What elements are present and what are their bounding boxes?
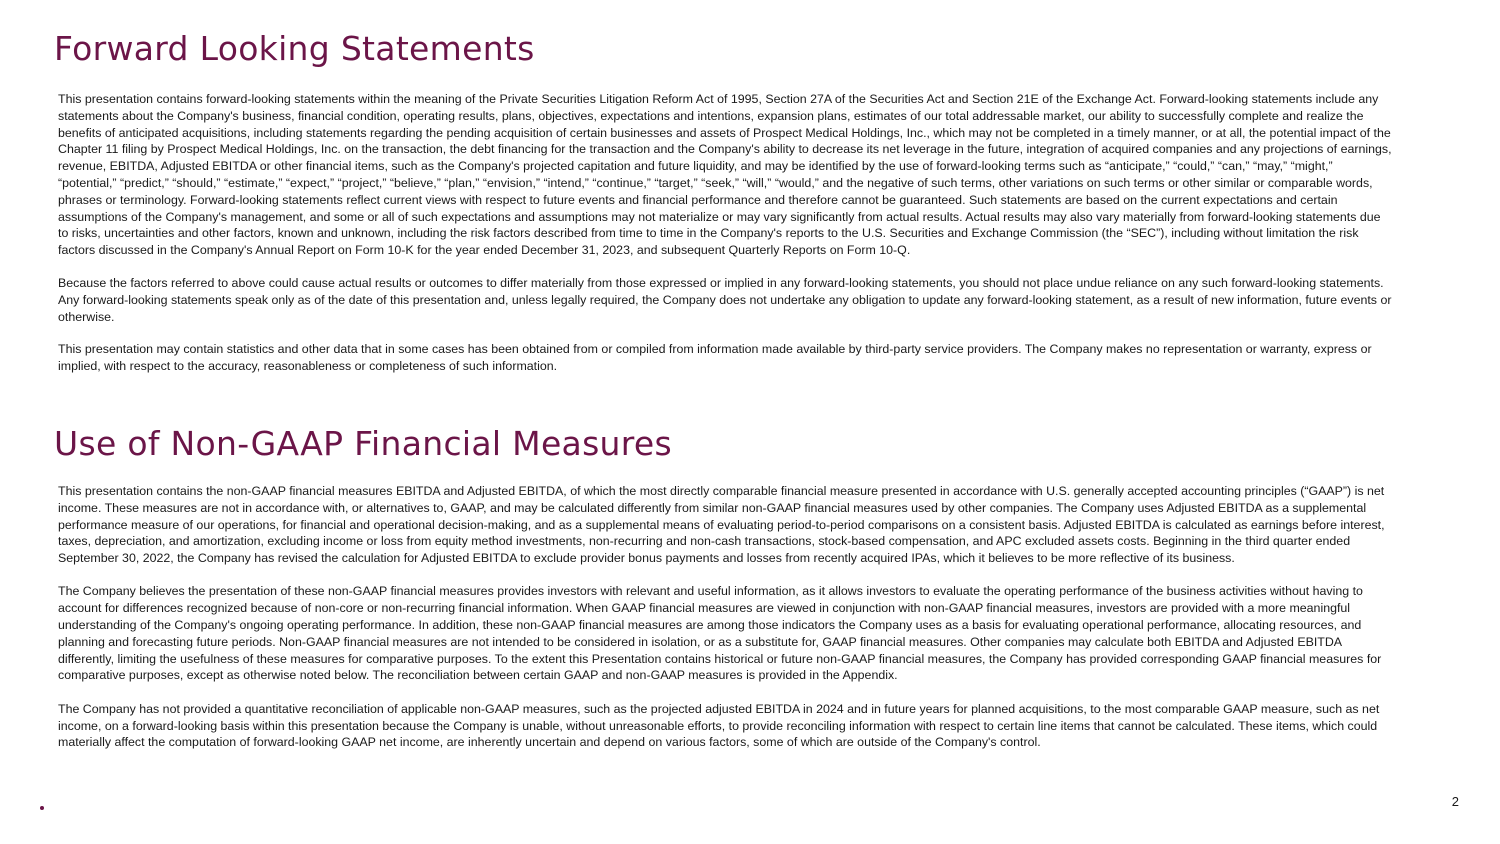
non-gaap-paragraph-1: This presentation contains the non-GAAP financial measures EBITDA and Adjusted EBITDA, of which the most directly comparable financial measure presented in accordance with U.S. generally accepted accounting principles (“GAAP”) is net income. These measures are not in accordance with, or alternatives to, GAAP, and may be calculated differently from similar non-GAAP financial measures used by other companies. The Company uses Adjusted EBITDA as a supplemental performance measure of our operations, for financial and operational decision-making, and as a supplemental means of evaluating period-to-period comparisons on a consistent basis. Adjusted EBITDA is calculated as earnings before interest, taxes, depreciation, and amortization, excluding income or loss from equity method investments, non-recurring and non-cash transactions, stock-based compensation, and APC excluded assets costs. Beginning in the third quarter ended September 30, 2022, the Company has revised the calculation for Adjusted EBITDA to exclude provider bonus payments and losses from recently acquired IPAs, which it believes to be more reflective of its business. (58, 484, 1385, 566)
non-gaap-paragraph-2: The Company believes the presentation of these non-GAAP financial measures provides investors with relevant and useful information, as it allows investors to evaluate the operating performance of the business activities without having to account for differences recognized because of non-core or non-recurring financial information. When GAAP financial measures are viewed in conjunction with non-GAAP financial measures, investors are provided with a more meaningful understanding of the Company's ongoing operating performance. In addition, these non-GAAP financial measures are among those indicators the Company uses as a basis for evaluating operational performance, allocating resources, and planning and forecasting future periods. Non-GAAP financial measures are not intended to be considered in isolation, or as a substitute for, GAAP financial measures. Other companies may calculate both EBITDA and Adjusted EBITDA differently, limiting the usefulness of these measures for comparative purposes. To the extent this Presentation contains historical or future non-GAAP financial measures, the Company has provided corresponding GAAP financial measures for comparative purposes, except as otherwise noted below. The reconciliation between certain GAAP and non-GAAP measures is provided in the Appendix. (58, 584, 1382, 683)
forward-looking-paragraph-3: This presentation may contain statistics and other data that in some cases has been obtained from or compiled from information made available by third-party service providers. The Company makes no representation or warranty, express or implied, with respect to the accuracy, reasonableness or completeness of such information. (58, 342, 1372, 374)
non-gaap-measures-title: Use of Non-GAAP Financial Measures (54, 424, 673, 463)
forward-looking-statements-title: Forward Looking Statements (54, 29, 535, 68)
page-number: 2 (1451, 794, 1459, 809)
forward-looking-statements-body (58, 91, 1394, 375)
forward-looking-paragraph-2: Because the factors referred to above could cause actual results or outcomes to differ materially from those expressed or implied in any forward-looking statements, you should not place undue reliance on any such forward-looking statements. Any forward-looking statements speak only as of the date of this presentation and, unless legally required, the Company does not undertake any obligation to update any forward-looking statement, as a result of new information, future events or otherwise. (58, 275, 1392, 324)
non-gaap-measures-body (58, 483, 1394, 751)
non-gaap-paragraph-3: The Company has not provided a quantitative reconciliation of applicable non-GAAP measures, such as the projected adjusted EBITDA in 2024 and in future years for planned acquisitions, to the most comparable GAAP measure, such as net income, on a forward-looking basis within this presentation because the Company is unable, without unreasonable efforts, to provide reconciling information with respect to certain line items that cannot be calculated. These items, which could materially affect the computation of forward-looking GAAP net income, are inherently uncertain and depend on various factors, some of which are outside of the Company's control. (58, 701, 1380, 750)
footer-dot-icon (40, 806, 44, 810)
forward-looking-paragraph-1: This presentation contains forward-looking statements within the meaning of the Private Securities Litigation Reform Act of 1995, Section 27A of the Securities Act and Section 21E of the Exchange Act. Forward-looking statements include any statements about the Company's business, financial condition, operating results, plans, objectives, expectations and intentions, expansion plans, estimates of our total addressable market, our ability to successfully complete and realize the benefits of anticipated acquisitions, including statements regarding the pending acquisition of certain businesses and assets of Prospect Medical Holdings, Inc., which may not be completed in a timely manner, or at all, the potential impact of the Chapter 11 filing by Prospect Medical Holdings, Inc. on the transaction, the debt financing for the transaction and the Company's ability to decrease its net leverage in the future, integration of acquired companies and any projections of earnings, revenue, EBITDA, Adjusted EBITDA or other financial items, such as the Company's projected capitation and future liquidity, and may be identified by the use of forward-looking terms such as “anticipate,” “could,” “can,” “may,” “might,” “potential,” “predict,” “should,” “estimate,” “expect,” “project,” “believe,” “plan,” “envision,” “intend,” “continue,” “target,” “seek,” “will,” “would,” and the negative of such terms, other variations on such terms or other similar or comparable words, phrases or terminology. Forward-looking statements reflect current views with respect to future events and financial performance and therefore cannot be guaranteed. Such statements are based on the current expectations and certain assumptions of the Company's management, and some or all of such expectations and assumptions may not materialize or may vary significantly from actual results. Actual results may also vary materially from forward-looking statements due to risks, uncertainties and other factors, known and unknown, including the risk factors described from time to time in the Company's reports to the U.S. Securities and Exchange Commission (the “SEC”), including without limitation the risk factors discussed in the Company's Annual Report on Form 10-K for the year ended December 31, 2023, and subsequent Quarterly Reports on Form 10-Q. (58, 92, 1392, 258)
